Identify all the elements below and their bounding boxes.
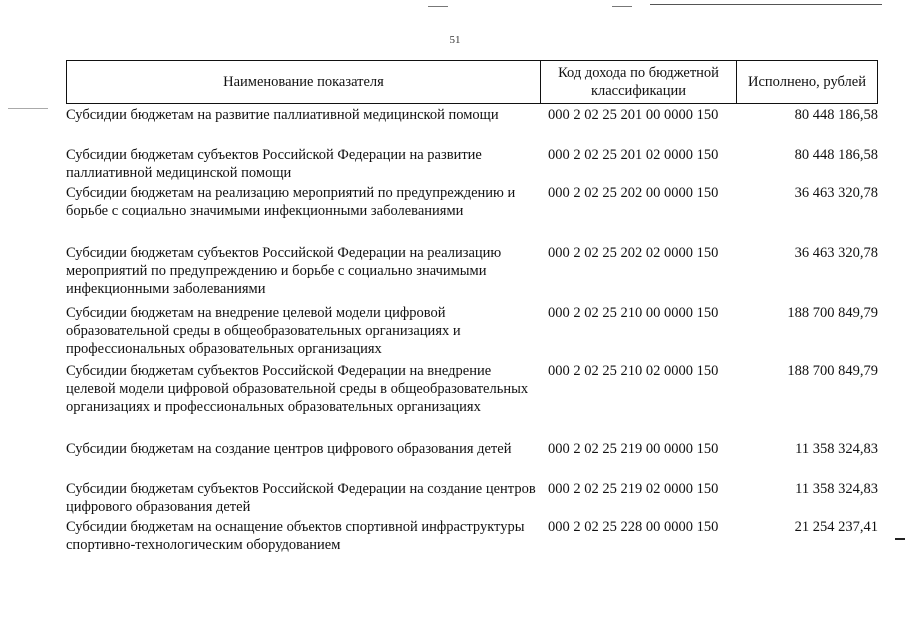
scan-mark-top-3 — [650, 4, 882, 5]
row-name: Субсидии бюджетам на развитие паллиативной медицинской помощи — [66, 107, 499, 123]
row-amount: 188 700 849,79 — [787, 363, 878, 379]
row-amount: 11 358 324,83 — [795, 441, 878, 457]
row-amount: 80 448 186,58 — [794, 107, 878, 123]
scan-mark-top-1 — [428, 6, 448, 7]
table-header — [66, 60, 878, 104]
row-name: Субсидии бюджетам субъектов Российской Федерации на внедрение целевой модели цифровой образовательной среды в общеобразовательных организациях и профессиональных образовательных организациях — [66, 363, 529, 415]
row-code: 000 2 02 25 210 00 0000 150 — [548, 305, 719, 321]
row-name: Субсидии бюджетам на создание центров цифрового образования детей — [66, 441, 512, 457]
table-row — [66, 244, 878, 298]
table-row — [66, 362, 878, 416]
row-amount: 11 358 324,83 — [795, 481, 878, 497]
row-amount: 80 448 186,58 — [794, 147, 878, 163]
row-code: 000 2 02 25 219 02 0000 150 — [548, 481, 719, 497]
table-row — [66, 106, 878, 124]
header-name: Наименование показателя — [67, 61, 541, 103]
scan-mark-right — [895, 538, 905, 540]
row-code: 000 2 02 25 201 00 0000 150 — [548, 107, 719, 123]
row-name: Субсидии бюджетам субъектов Российской Федерации на развитие паллиативной медицинской помощи — [66, 147, 482, 181]
row-code: 000 2 02 25 219 00 0000 150 — [548, 441, 719, 457]
row-code: 000 2 02 25 210 02 0000 150 — [548, 363, 719, 379]
page-number: 51 — [449, 34, 461, 46]
table-row — [66, 480, 878, 516]
row-name: Субсидии бюджетам на оснащение объектов спортивной инфраструктуры спортивно-технологическим оборудованием — [66, 519, 525, 553]
table-row — [66, 146, 878, 182]
row-amount: 36 463 320,78 — [794, 245, 878, 261]
row-name: Субсидии бюджетам субъектов Российской Федерации на создание центров цифрового образования детей — [66, 481, 536, 515]
row-name: Субсидии бюджетам субъектов Российской Федерации на реализацию мероприятий по предупреждению и борьбе с социально значимыми инфекционными заболеваниями — [66, 245, 502, 297]
table-row — [66, 304, 878, 358]
row-name: Субсидии бюджетам на внедрение целевой модели цифровой образовательной среды в общеобразовательных организациях и профессиональных образовательных организациях — [66, 305, 461, 357]
scan-mark-left — [8, 108, 48, 109]
row-amount: 21 254 237,41 — [794, 519, 878, 535]
header-code: Код дохода по бюджетной классификации — [541, 61, 737, 103]
table-row — [66, 440, 878, 458]
row-amount: 188 700 849,79 — [787, 305, 878, 321]
table-row — [66, 518, 878, 554]
table-row — [66, 184, 878, 220]
row-code: 000 2 02 25 228 00 0000 150 — [548, 519, 719, 535]
row-code: 000 2 02 25 202 00 0000 150 — [548, 185, 719, 201]
scan-mark-top-2 — [612, 6, 632, 7]
row-code: 000 2 02 25 202 02 0000 150 — [548, 245, 719, 261]
header-amount: Исполнено, рублей — [748, 74, 866, 90]
row-name: Субсидии бюджетам на реализацию мероприятий по предупреждению и борьбе с социально значимыми инфекционными заболеваниями — [66, 185, 516, 219]
row-code: 000 2 02 25 201 02 0000 150 — [548, 147, 719, 163]
row-amount: 36 463 320,78 — [794, 185, 878, 201]
